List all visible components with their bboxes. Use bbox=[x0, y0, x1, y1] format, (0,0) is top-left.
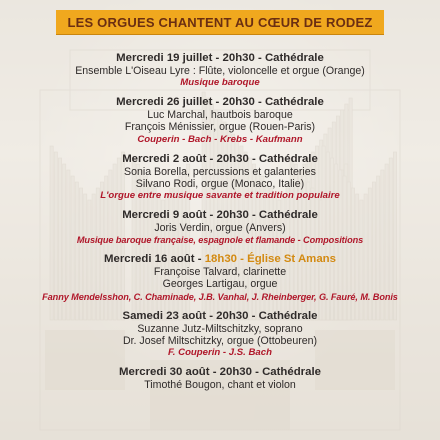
event-performers: Françoise Talvard, clarinette bbox=[153, 266, 287, 279]
event-date: Samedi 23 août - 20h30 - Cathédrale bbox=[122, 309, 318, 322]
event-program: L'orgue entre musique savante et tradition populaire bbox=[100, 190, 340, 202]
event-program: Musique baroque française, espagnole et flamande - Compositions bbox=[76, 235, 364, 246]
event-3 bbox=[0, 153, 440, 202]
event-7 bbox=[0, 366, 440, 391]
event-performers: Sonia Borella, percussions et galanteries bbox=[124, 165, 316, 178]
event-performers: Suzanne Jutz-Miltschitzky, soprano bbox=[137, 322, 303, 335]
event-date bbox=[0, 253, 440, 266]
poster-title: LES ORGUES CHANTENT AU CŒUR DE RODEZ bbox=[67, 14, 373, 30]
event-date: Mercredi 19 juillet - 20h30 - Cathédrale bbox=[116, 52, 324, 64]
event-performers: Ensemble L'Oiseau Lyre : Flûte, violoncelle et orgue (Orange) bbox=[75, 65, 365, 77]
event-performers: Georges Lartigau, orgue bbox=[162, 278, 278, 291]
event-program: Musique baroque bbox=[180, 77, 260, 89]
concert-program bbox=[0, 52, 440, 398]
event-5 bbox=[0, 253, 440, 302]
event-performers: François Ménissier, orgue (Rouen-Paris) bbox=[124, 121, 316, 134]
event-performers: Dr. Josef Miltschitzky, orgue (Ottobeuren) bbox=[122, 334, 318, 347]
event-program: Couperin - Bach - Krebs - Kaufmann bbox=[137, 133, 303, 145]
event-1 bbox=[0, 52, 440, 89]
event-6 bbox=[0, 310, 440, 359]
event-4 bbox=[0, 209, 440, 246]
title-banner bbox=[56, 10, 384, 35]
event-performers: Silvano Rodi, orgue (Monaco, Italie) bbox=[135, 177, 305, 190]
event-performers: Timothé Bougon, chant et violon bbox=[144, 379, 296, 392]
event-date-venue: 18h30 - Église St Amans bbox=[204, 253, 336, 266]
event-date: Mercredi 30 août - 20h30 - Cathédrale bbox=[119, 366, 321, 379]
event-2 bbox=[0, 96, 440, 145]
event-program: Fanny Mendelsshon, C. Chaminade, J.B. Vanhal, J. Rheinberger, G. Fauré, M. Bonis bbox=[42, 291, 398, 302]
event-program: F. Couperin - J.S. Bach bbox=[168, 347, 272, 359]
event-date: Mercredi 2 août - 20h30 - Cathédrale bbox=[122, 152, 318, 165]
event-performers: Joris Verdin, orgue (Anvers) bbox=[154, 222, 286, 235]
event-date-day: Mercredi 16 août - bbox=[104, 253, 205, 266]
event-date: Mercredi 9 août - 20h30 - Cathédrale bbox=[122, 209, 318, 222]
event-date: Mercredi 26 juillet - 20h30 - Cathédrale bbox=[116, 96, 324, 109]
event-performers: Luc Marchal, hautbois baroque bbox=[147, 109, 293, 122]
